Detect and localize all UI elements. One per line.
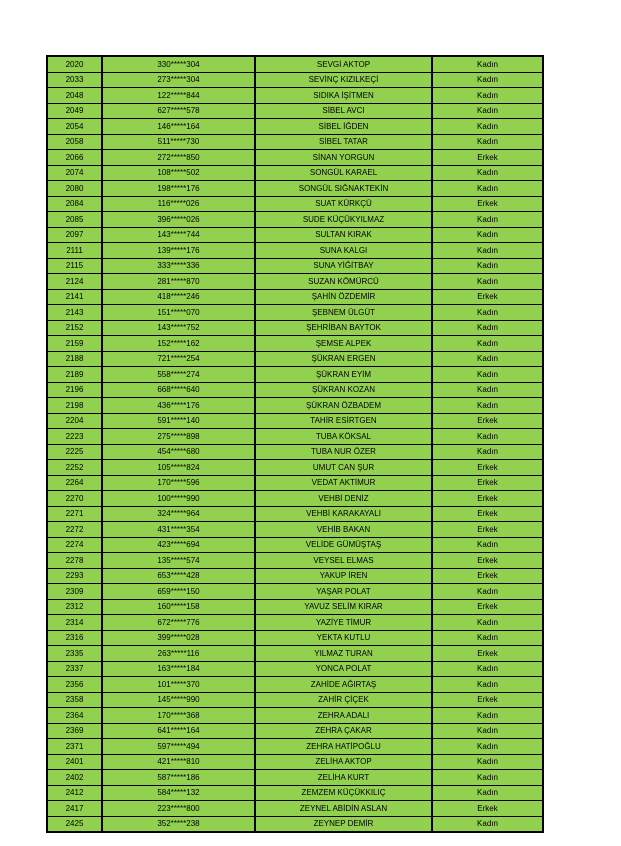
table-row <box>47 506 543 522</box>
table-row <box>47 150 543 166</box>
row-number-cell: 2115 <box>47 258 102 274</box>
table-row <box>47 739 543 755</box>
full-name-cell: VEYSEL ELMAS <box>255 553 432 569</box>
table-row <box>47 615 543 631</box>
masked-id-cell: 152*****162 <box>102 336 255 352</box>
masked-id-cell: 421*****810 <box>102 754 255 770</box>
row-number-cell: 2225 <box>47 444 102 460</box>
gender-cell: Kadın <box>432 103 543 119</box>
row-number-cell: 2402 <box>47 770 102 786</box>
gender-cell: Kadın <box>432 630 543 646</box>
row-number-cell: 2054 <box>47 119 102 135</box>
full-name-cell: SULTAN KIRAK <box>255 227 432 243</box>
gender-cell: Erkek <box>432 506 543 522</box>
masked-id-cell: 584*****132 <box>102 785 255 801</box>
full-name-cell: YAZİYE TİMUR <box>255 615 432 631</box>
row-number-cell: 2141 <box>47 289 102 305</box>
row-number-cell: 2196 <box>47 382 102 398</box>
full-name-cell: ŞÜKRAN EYİM <box>255 367 432 383</box>
masked-id-cell: 591*****140 <box>102 413 255 429</box>
full-name-cell: SEVGİ AKTOP <box>255 56 432 72</box>
masked-id-cell: 263*****116 <box>102 646 255 662</box>
masked-id-cell: 653*****428 <box>102 568 255 584</box>
row-number-cell: 2066 <box>47 150 102 166</box>
table-row <box>47 367 543 383</box>
row-number-cell: 2084 <box>47 196 102 212</box>
masked-id-cell: 668*****640 <box>102 382 255 398</box>
gender-cell: Kadın <box>432 165 543 181</box>
gender-cell: Kadın <box>432 56 543 72</box>
table-row <box>47 801 543 817</box>
table-row <box>47 475 543 491</box>
masked-id-cell: 597*****494 <box>102 739 255 755</box>
row-number-cell: 2111 <box>47 243 102 259</box>
gender-cell: Kadın <box>432 537 543 553</box>
table-row <box>47 692 543 708</box>
gender-cell: Erkek <box>432 568 543 584</box>
full-name-cell: ŞÜKRAN ERGEN <box>255 351 432 367</box>
masked-id-cell: 454*****680 <box>102 444 255 460</box>
row-number-cell: 2033 <box>47 72 102 88</box>
full-name-cell: ŞÜKRAN ÖZBADEM <box>255 398 432 414</box>
full-name-cell: ZELİHA KURT <box>255 770 432 786</box>
full-name-cell: ZEHRA HATİPOĞLU <box>255 739 432 755</box>
masked-id-cell: 396*****026 <box>102 212 255 228</box>
full-name-cell: YAŞAR POLAT <box>255 584 432 600</box>
gender-cell: Erkek <box>432 413 543 429</box>
gender-cell: Kadın <box>432 429 543 445</box>
row-number-cell: 2335 <box>47 646 102 662</box>
table-row <box>47 196 543 212</box>
full-name-cell: ŞEHRİBAN BAYTOK <box>255 320 432 336</box>
gender-cell: Kadın <box>432 367 543 383</box>
table-row <box>47 382 543 398</box>
table-row <box>47 537 543 553</box>
masked-id-cell: 641*****164 <box>102 723 255 739</box>
gender-cell: Erkek <box>432 801 543 817</box>
masked-id-cell: 145*****990 <box>102 692 255 708</box>
row-number-cell: 2274 <box>47 537 102 553</box>
gender-cell: Kadın <box>432 444 543 460</box>
full-name-cell: SİBEL AVCI <box>255 103 432 119</box>
gender-cell: Kadın <box>432 398 543 414</box>
table-row <box>47 305 543 321</box>
full-name-cell: ŞEBNEM ÜLGÜT <box>255 305 432 321</box>
masked-id-cell: 170*****368 <box>102 708 255 724</box>
row-number-cell: 2417 <box>47 801 102 817</box>
masked-id-cell: 160*****158 <box>102 599 255 615</box>
full-name-cell: YILMAZ TURAN <box>255 646 432 662</box>
gender-cell: Kadın <box>432 181 543 197</box>
row-number-cell: 2058 <box>47 134 102 150</box>
full-name-cell: SİNAN YORGUN <box>255 150 432 166</box>
gender-cell: Kadın <box>432 274 543 290</box>
full-name-cell: SIDIKA İŞİTMEN <box>255 88 432 104</box>
gender-cell: Kadın <box>432 305 543 321</box>
full-name-cell: ŞAHİN ÖZDEMİR <box>255 289 432 305</box>
row-number-cell: 2188 <box>47 351 102 367</box>
table-row <box>47 460 543 476</box>
full-name-cell: ŞÜKRAN KOZAN <box>255 382 432 398</box>
gender-cell: Erkek <box>432 553 543 569</box>
masked-id-cell: 108*****502 <box>102 165 255 181</box>
table-row <box>47 429 543 445</box>
row-number-cell: 2371 <box>47 739 102 755</box>
gender-cell: Erkek <box>432 475 543 491</box>
masked-id-cell: 146*****164 <box>102 119 255 135</box>
masked-id-cell: 281*****870 <box>102 274 255 290</box>
full-name-cell: SUDE KÜÇÜKYILMAZ <box>255 212 432 228</box>
row-number-cell: 2143 <box>47 305 102 321</box>
full-name-cell: TAHİR ESİRTGEN <box>255 413 432 429</box>
gender-cell: Erkek <box>432 692 543 708</box>
gender-cell: Kadın <box>432 584 543 600</box>
full-name-cell: YAKUP İREN <box>255 568 432 584</box>
table-row <box>47 553 543 569</box>
row-number-cell: 2337 <box>47 661 102 677</box>
row-number-cell: 2080 <box>47 181 102 197</box>
table-row <box>47 599 543 615</box>
full-name-cell: TUBA NUR ÖZER <box>255 444 432 460</box>
gender-cell: Erkek <box>432 150 543 166</box>
gender-cell: Kadın <box>432 708 543 724</box>
table-row <box>47 227 543 243</box>
masked-id-cell: 100*****990 <box>102 491 255 507</box>
table-row <box>47 413 543 429</box>
table-row <box>47 677 543 693</box>
gender-cell: Kadın <box>432 336 543 352</box>
row-number-cell: 2271 <box>47 506 102 522</box>
gender-cell: Kadın <box>432 661 543 677</box>
masked-id-cell: 170*****596 <box>102 475 255 491</box>
masked-id-cell: 223*****800 <box>102 801 255 817</box>
full-name-cell: SİBEL İĞDEN <box>255 119 432 135</box>
gender-cell: Kadın <box>432 615 543 631</box>
masked-id-cell: 672*****776 <box>102 615 255 631</box>
row-number-cell: 2369 <box>47 723 102 739</box>
participant-table-body <box>47 56 543 832</box>
table-row <box>47 88 543 104</box>
row-number-cell: 2189 <box>47 367 102 383</box>
full-name-cell: ZEYNEL ABİDİN ASLAN <box>255 801 432 817</box>
table-row <box>47 165 543 181</box>
masked-id-cell: 721*****254 <box>102 351 255 367</box>
full-name-cell: ZEMZEM KÜÇÜKKILIÇ <box>255 785 432 801</box>
row-number-cell: 2252 <box>47 460 102 476</box>
gender-cell: Kadın <box>432 739 543 755</box>
gender-cell: Kadın <box>432 212 543 228</box>
gender-cell: Erkek <box>432 599 543 615</box>
row-number-cell: 2074 <box>47 165 102 181</box>
row-number-cell: 2085 <box>47 212 102 228</box>
full-name-cell: UMUT CAN ŞUR <box>255 460 432 476</box>
masked-id-cell: 511*****730 <box>102 134 255 150</box>
table-row <box>47 816 543 832</box>
gender-cell: Erkek <box>432 491 543 507</box>
masked-id-cell: 273*****304 <box>102 72 255 88</box>
participant-table <box>46 55 544 833</box>
masked-id-cell: 272*****850 <box>102 150 255 166</box>
table-row <box>47 320 543 336</box>
full-name-cell: ZELİHA AKTOP <box>255 754 432 770</box>
masked-id-cell: 143*****752 <box>102 320 255 336</box>
gender-cell: Kadın <box>432 677 543 693</box>
table-row <box>47 444 543 460</box>
table-row <box>47 770 543 786</box>
row-number-cell: 2020 <box>47 56 102 72</box>
masked-id-cell: 116*****026 <box>102 196 255 212</box>
masked-id-cell: 122*****844 <box>102 88 255 104</box>
full-name-cell: ZEHRA ADALI <box>255 708 432 724</box>
table-row <box>47 723 543 739</box>
table-row <box>47 72 543 88</box>
row-number-cell: 2316 <box>47 630 102 646</box>
gender-cell: Kadın <box>432 382 543 398</box>
masked-id-cell: 163*****184 <box>102 661 255 677</box>
masked-id-cell: 275*****898 <box>102 429 255 445</box>
table-row <box>47 522 543 538</box>
masked-id-cell: 151*****070 <box>102 305 255 321</box>
full-name-cell: VELİDE GÜMÜŞTAŞ <box>255 537 432 553</box>
row-number-cell: 2358 <box>47 692 102 708</box>
masked-id-cell: 139*****176 <box>102 243 255 259</box>
gender-cell: Erkek <box>432 522 543 538</box>
masked-id-cell: 431*****354 <box>102 522 255 538</box>
row-number-cell: 2312 <box>47 599 102 615</box>
gender-cell: Kadın <box>432 785 543 801</box>
masked-id-cell: 418*****246 <box>102 289 255 305</box>
gender-cell: Erkek <box>432 289 543 305</box>
row-number-cell: 2159 <box>47 336 102 352</box>
masked-id-cell: 333*****336 <box>102 258 255 274</box>
masked-id-cell: 105*****824 <box>102 460 255 476</box>
full-name-cell: VEHİB BAKAN <box>255 522 432 538</box>
row-number-cell: 2425 <box>47 816 102 832</box>
table-row <box>47 181 543 197</box>
row-number-cell: 2272 <box>47 522 102 538</box>
row-number-cell: 2314 <box>47 615 102 631</box>
masked-id-cell: 587*****186 <box>102 770 255 786</box>
table-row <box>47 212 543 228</box>
gender-cell: Kadın <box>432 72 543 88</box>
full-name-cell: SUZAN KÖMÜRCÜ <box>255 274 432 290</box>
full-name-cell: VEHBİ DENİZ <box>255 491 432 507</box>
full-name-cell: ZAHİR ÇİÇEK <box>255 692 432 708</box>
masked-id-cell: 324*****964 <box>102 506 255 522</box>
row-number-cell: 2364 <box>47 708 102 724</box>
full-name-cell: SUNA YİĞİTBAY <box>255 258 432 274</box>
table-row <box>47 56 543 72</box>
masked-id-cell: 659*****150 <box>102 584 255 600</box>
table-row <box>47 754 543 770</box>
masked-id-cell: 399*****028 <box>102 630 255 646</box>
table-row <box>47 584 543 600</box>
gender-cell: Erkek <box>432 460 543 476</box>
gender-cell: Kadın <box>432 243 543 259</box>
masked-id-cell: 330*****304 <box>102 56 255 72</box>
row-number-cell: 2152 <box>47 320 102 336</box>
gender-cell: Kadın <box>432 227 543 243</box>
full-name-cell: YEKTA KUTLU <box>255 630 432 646</box>
table-row <box>47 646 543 662</box>
table-row <box>47 785 543 801</box>
full-name-cell: SEVİNÇ KIZILKEÇİ <box>255 72 432 88</box>
row-number-cell: 2356 <box>47 677 102 693</box>
table-row <box>47 258 543 274</box>
table-row <box>47 661 543 677</box>
masked-id-cell: 198*****176 <box>102 181 255 197</box>
row-number-cell: 2270 <box>47 491 102 507</box>
gender-cell: Kadın <box>432 351 543 367</box>
gender-cell: Kadın <box>432 770 543 786</box>
full-name-cell: SONGÜL KARAEL <box>255 165 432 181</box>
full-name-cell: SONGÜL SIĞNAKTEKİN <box>255 181 432 197</box>
full-name-cell: VEDAT AKTİMUR <box>255 475 432 491</box>
masked-id-cell: 135*****574 <box>102 553 255 569</box>
gender-cell: Kadın <box>432 723 543 739</box>
row-number-cell: 2223 <box>47 429 102 445</box>
table-row <box>47 274 543 290</box>
gender-cell: Kadın <box>432 88 543 104</box>
row-number-cell: 2309 <box>47 584 102 600</box>
row-number-cell: 2124 <box>47 274 102 290</box>
table-row <box>47 491 543 507</box>
gender-cell: Kadın <box>432 816 543 832</box>
full-name-cell: VEHBİ KARAKAYALI <box>255 506 432 522</box>
masked-id-cell: 143*****744 <box>102 227 255 243</box>
gender-cell: Kadın <box>432 754 543 770</box>
table-row <box>47 134 543 150</box>
row-number-cell: 2198 <box>47 398 102 414</box>
masked-id-cell: 627*****578 <box>102 103 255 119</box>
masked-id-cell: 423*****694 <box>102 537 255 553</box>
full-name-cell: YONCA POLAT <box>255 661 432 677</box>
masked-id-cell: 101*****370 <box>102 677 255 693</box>
row-number-cell: 2097 <box>47 227 102 243</box>
full-name-cell: ZAHİDE AĞIRTAŞ <box>255 677 432 693</box>
table-row <box>47 398 543 414</box>
full-name-cell: ZEHRA ÇAKAR <box>255 723 432 739</box>
row-number-cell: 2264 <box>47 475 102 491</box>
row-number-cell: 2049 <box>47 103 102 119</box>
table-row <box>47 289 543 305</box>
table-row <box>47 243 543 259</box>
masked-id-cell: 558*****274 <box>102 367 255 383</box>
gender-cell: Erkek <box>432 646 543 662</box>
full-name-cell: YAVUZ SELİM KIRAR <box>255 599 432 615</box>
masked-id-cell: 352*****238 <box>102 816 255 832</box>
row-number-cell: 2048 <box>47 88 102 104</box>
gender-cell: Kadın <box>432 134 543 150</box>
row-number-cell: 2204 <box>47 413 102 429</box>
full-name-cell: SUNA KALGI <box>255 243 432 259</box>
gender-cell: Kadın <box>432 258 543 274</box>
gender-cell: Kadın <box>432 320 543 336</box>
table-row <box>47 708 543 724</box>
table-row <box>47 103 543 119</box>
full-name-cell: TUBA KÖKSAL <box>255 429 432 445</box>
table-row <box>47 630 543 646</box>
table-row <box>47 119 543 135</box>
row-number-cell: 2412 <box>47 785 102 801</box>
row-number-cell: 2293 <box>47 568 102 584</box>
table-row <box>47 351 543 367</box>
table-row <box>47 568 543 584</box>
gender-cell: Erkek <box>432 196 543 212</box>
full-name-cell: SUAT KÜRKÇÜ <box>255 196 432 212</box>
full-name-cell: ŞEMSE ALPEK <box>255 336 432 352</box>
table-row <box>47 336 543 352</box>
gender-cell: Kadın <box>432 119 543 135</box>
masked-id-cell: 436*****176 <box>102 398 255 414</box>
full-name-cell: SİBEL TATAR <box>255 134 432 150</box>
row-number-cell: 2401 <box>47 754 102 770</box>
row-number-cell: 2278 <box>47 553 102 569</box>
full-name-cell: ZEYNEP DEMİR <box>255 816 432 832</box>
